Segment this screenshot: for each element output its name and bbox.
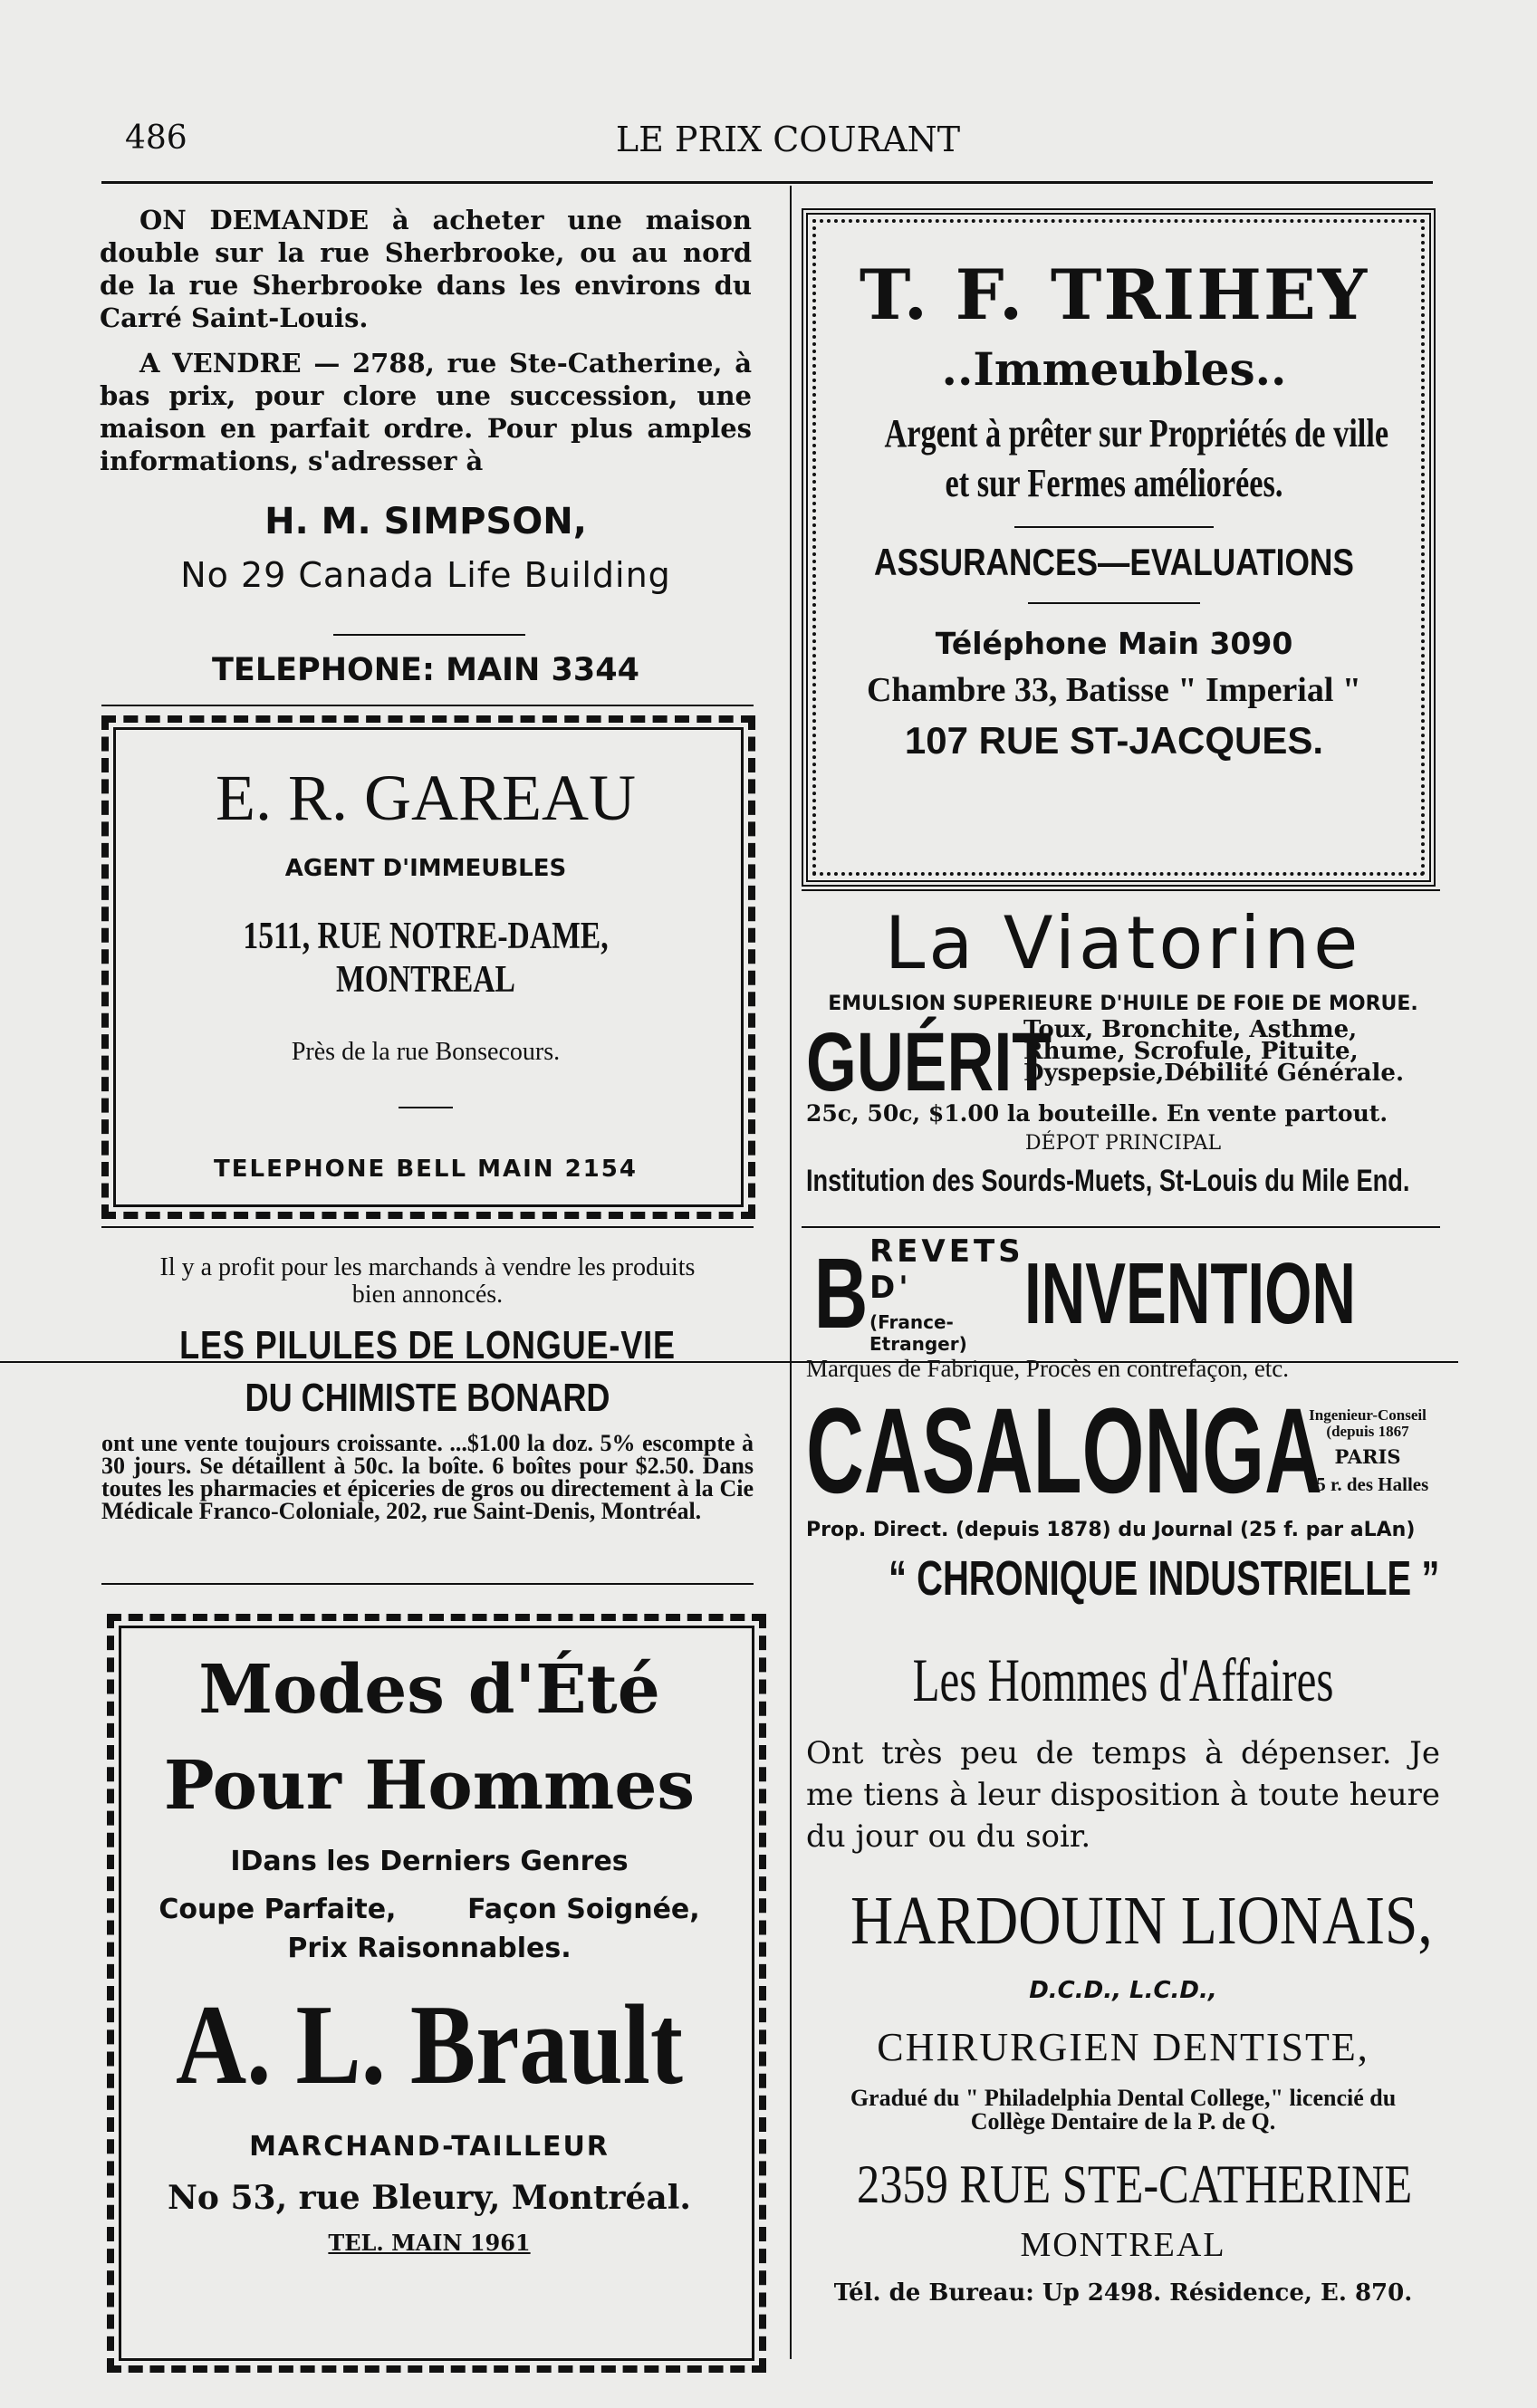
section-rule: [101, 1226, 754, 1228]
page-number: 486: [125, 120, 187, 157]
trihey-address: 107 RUE ST-JACQUES.: [904, 719, 1324, 762]
simpson-telephone: TELEPHONE: MAIN 3344: [212, 652, 639, 688]
page-title: LE PRIX COURANT: [615, 120, 961, 159]
casalonga-brevets: REVETS D': [869, 1233, 1024, 1306]
pilules-title2: DU CHIMISTE BONARD: [245, 1376, 610, 1420]
viatorine-ad: [806, 898, 1440, 1199]
casalonga-marques: Marques de Fabrique, Procès en contrefaçon, etc.: [806, 1355, 1290, 1382]
section-rule: [802, 1226, 1440, 1228]
casalonga-name-row: [806, 1384, 1440, 1519]
casalonga-rue: 15 r. des Halles: [1306, 1473, 1429, 1495]
lionais-body: Ont très peu de temps à dépenser. Je me tiens à leur disposition à toute heure du jour ou du soir.: [806, 1735, 1440, 1855]
pilules-body: ont une vente toujours croissante. ...$1.00 la doz. 5% escompte à 30 jours. Se détaillent à 50c. la boîte. 6 boîtes pour $2.50. Dans toutes les pharmacies et épiceries de gros ou directement à la Cie Médicale Franco-Coloniale, 202, rue Saint-Denis, Montréal.: [101, 1430, 754, 1524]
viatorine-ailments1: Toux, Bronchite, Asthme,: [1023, 1016, 1358, 1043]
pilules-intro: Il y a profit pour les marchands à vendre les produits bien annoncés.: [159, 1253, 696, 1309]
brault-line5: Prix Raisonnables.: [287, 1933, 572, 1964]
pilules-ad: [101, 1254, 754, 1522]
casalonga-invention: INVENTION: [1023, 1245, 1356, 1342]
section-rule: [101, 1583, 754, 1585]
brault-line4b: Façon Soignée,: [467, 1894, 700, 1925]
lionais-role: CHIRURGIEN DENTISTE,: [877, 2025, 1369, 2069]
lionais-city: MONTREAL: [1020, 2226, 1226, 2264]
lionais-address: 2359 RUE STE-CATHERINE: [857, 2154, 1413, 2214]
brault-line3: IDans les Derniers Genres: [230, 1846, 629, 1877]
casalonga-name: CASALONGA: [806, 1384, 1322, 1519]
brault-address: No 53, rue Bleury, Montréal.: [168, 2179, 691, 2217]
viatorine-ailments: [1023, 1016, 1440, 1087]
trihey-services: ASSURANCES—EVALUATIONS: [874, 541, 1354, 583]
simpson-rule: [333, 634, 525, 636]
brault-line4: Coupe Parfaite,: [159, 1894, 397, 1925]
simpson-demande: ON DEMANDE à acheter une maison double sur la rue Sherbrooke, ou au nord de la rue Sherbrooke dans les environs du Carré Saint-Louis.: [100, 205, 752, 333]
gareau-address: 1511, RUE NOTRE-DAME, MONTREAL: [243, 916, 609, 1001]
brault-name: A. L. Brault: [176, 1982, 683, 2108]
viatorine-guerit: GUÉRIT: [806, 1016, 1052, 1108]
brault-line2: Pour Hommes: [163, 1747, 696, 1825]
casalonga-ad: [806, 1233, 1440, 1607]
brault-telephone: TEL. MAIN 1961: [328, 2230, 531, 2256]
casalonga-paris: PARIS: [1334, 1445, 1401, 1468]
gareau-rule: [399, 1107, 453, 1108]
viatorine-depot: DÉPOT PRINCIPAL: [1024, 1132, 1222, 1155]
simpson-address: No 29 Canada Life Building: [180, 555, 671, 595]
brault-role: MARCHAND-TAILLEUR: [249, 2131, 610, 2163]
trihey-rule2: [1028, 602, 1200, 604]
casalonga-brevets-row: [806, 1233, 1440, 1355]
gareau-near: Près de la rue Bonsecours.: [291, 1038, 561, 1066]
trihey-name: T. F. TRIHEY: [859, 254, 1369, 335]
viatorine-institution: Institution des Sourds-Muets, St-Louis du Mile End.: [806, 1164, 1410, 1198]
trihey-ad: [820, 254, 1408, 763]
lionais-degrees: D.C.D., L.C.D.,: [1029, 1977, 1217, 2004]
viatorine-guerit-row: [806, 1016, 1440, 1108]
simpson-vendre: A VENDRE — 2788, rue Ste-Catherine, à bas prix, pour clore une succession, une maison en parfait ordre. Pour plus amples informations, s'adresser à: [100, 348, 752, 476]
casalonga-journal: “ CHRONIQUE INDUSTRIELLE ”: [889, 1551, 1440, 1606]
simpson-name: H. M. SIMPSON,: [264, 501, 587, 542]
gareau-name: E. R. GAREAU: [216, 762, 636, 834]
casalonga-brevets-initial: B: [813, 1238, 869, 1349]
lionais-name: HARDOUIN LIONAIS,: [850, 1883, 1433, 1959]
viatorine-subtitle: EMULSION SUPERIEURE D'HUILE DE FOIE DE MORUE.: [828, 993, 1418, 1015]
trihey-chambre: Chambre 33, Batisse " Imperial ": [866, 671, 1362, 709]
section-rule: [802, 889, 1440, 891]
viatorine-ailments3: Dyspepsie,Débilité Générale.: [1023, 1060, 1405, 1087]
casalonga-ingenieur: Ingenieur-Conseil (depuis 1867: [1309, 1406, 1427, 1440]
trihey-line1: Argent à prêter sur Propriétés de ville: [884, 411, 1389, 456]
lionais-ad: [806, 1644, 1440, 2307]
brault-ad: [123, 1648, 735, 2256]
casalonga-prop: Prop. Direct. (depuis 1878) du Journal (25 f. par aLAn): [806, 1519, 1416, 1541]
column-divider: [790, 186, 792, 2359]
lionais-telephone: Tél. de Bureau: Up 2498. Résidence, E. 870.: [833, 2279, 1413, 2307]
brault-line1: Modes d'Été: [198, 1651, 660, 1729]
section-rule: [101, 705, 754, 706]
header-rule: [101, 181, 1433, 184]
trihey-subtitle: ..Immeubles..: [941, 342, 1287, 396]
simpson-ad: [100, 204, 752, 595]
casalonga-france: (France-Etranger): [869, 1311, 967, 1355]
casalonga-brevets-stack: [869, 1233, 1024, 1355]
viatorine-prices: 25c, 50c, $1.00 la bouteille. En vente partout.: [806, 1100, 1388, 1127]
lionais-grad: Gradué du " Philadelphia Dental College," licencié du Collège Dentaire de la P. de Q.: [850, 2085, 1397, 2135]
viatorine-name: La Viatorine: [884, 901, 1362, 985]
viatorine-ailments2: Rhume, Scrofule, Pituite,: [1023, 1038, 1359, 1065]
pilules-title1: LES PILULES DE LONGUE-VIE: [179, 1323, 676, 1367]
trihey-rule1: [1014, 526, 1214, 528]
gareau-ad: [118, 759, 734, 1183]
gareau-role: AGENT D'IMMEUBLES: [284, 855, 567, 882]
lionais-title: Les Hommes d'Affaires: [912, 1645, 1334, 1714]
trihey-telephone: Téléphone Main 3090: [935, 626, 1293, 661]
brault-line4-row: [123, 1894, 735, 1925]
gareau-telephone: TELEPHONE BELL MAIN 2154: [214, 1156, 638, 1183]
trihey-line2: et sur Fermes améliorées.: [945, 461, 1283, 505]
